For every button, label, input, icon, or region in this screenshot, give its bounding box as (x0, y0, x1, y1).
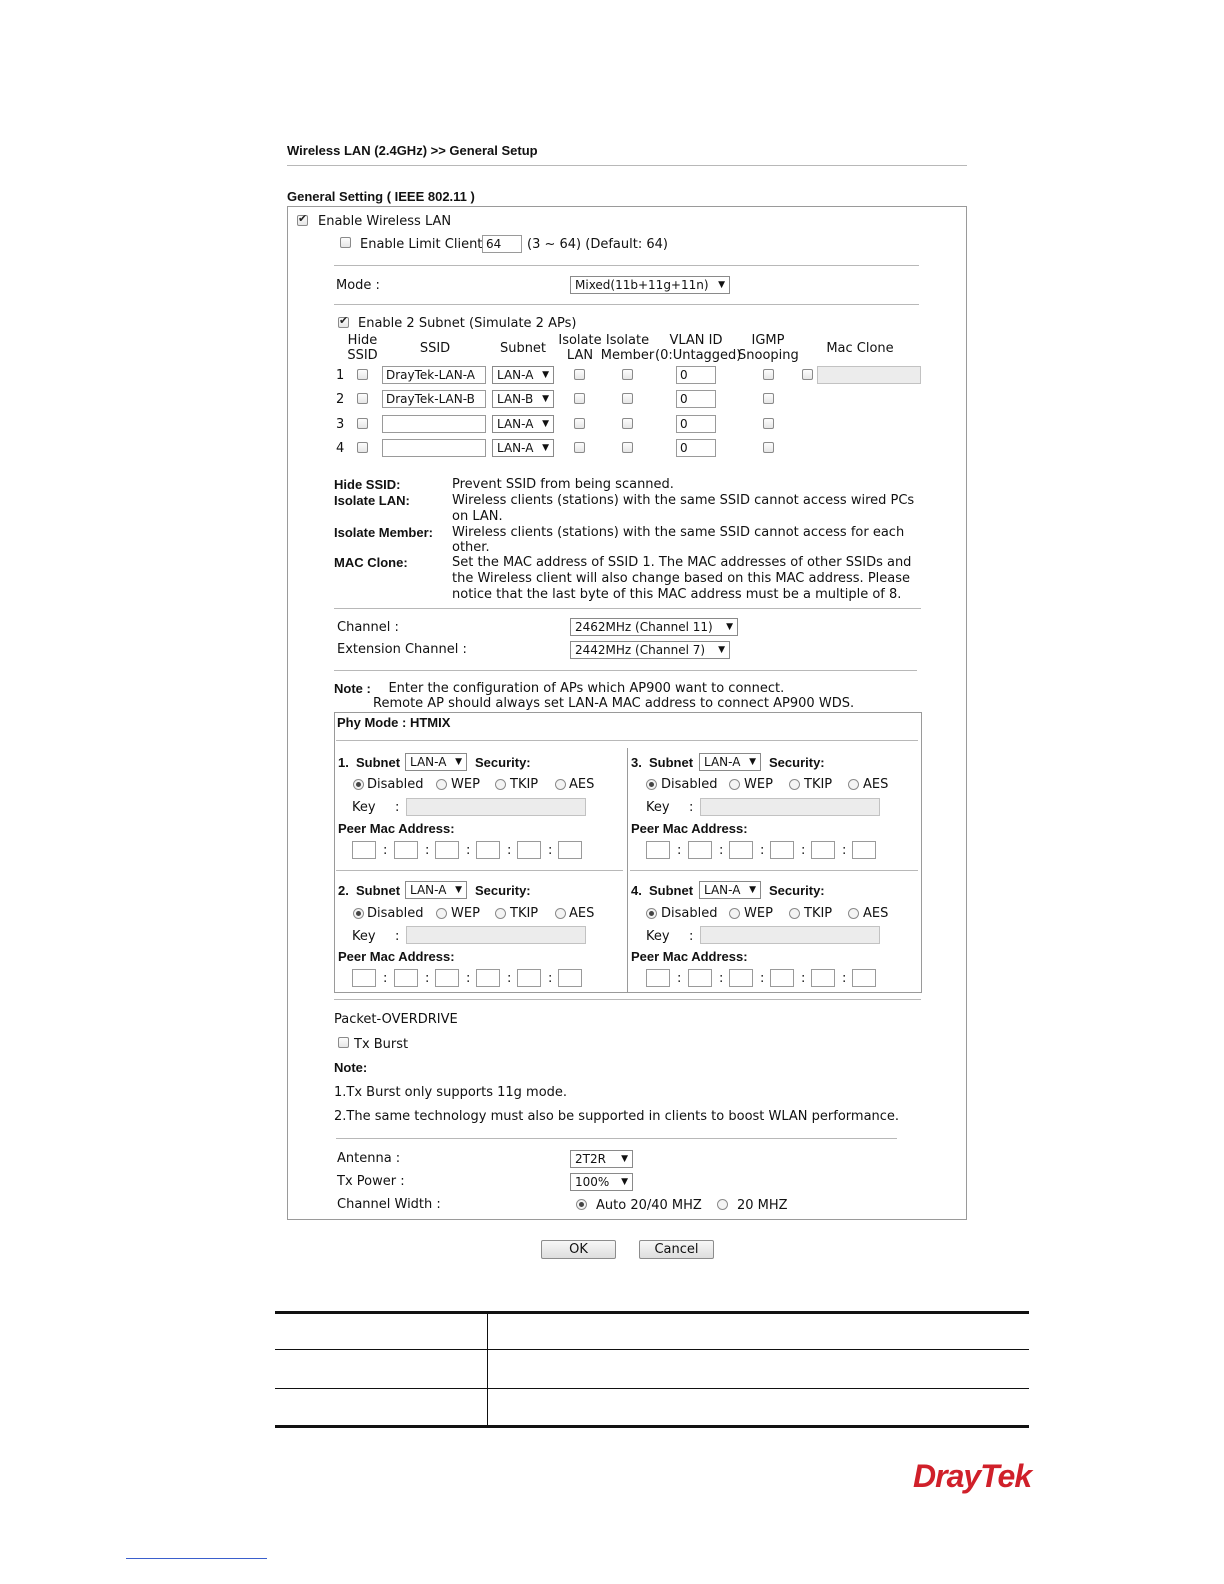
mac-separator: : (760, 843, 765, 858)
key-label: Key (352, 800, 376, 815)
security-option-label: AES (863, 777, 889, 792)
security-wep-radio[interactable] (436, 908, 447, 919)
extension-channel-select-value: 2442MHz (Channel 7) (575, 643, 706, 657)
hide-ssid-checkbox[interactable] (357, 393, 368, 404)
table-column-rule (487, 1313, 488, 1426)
ssid-input[interactable]: DrayTek-LAN-A (382, 366, 486, 384)
header-text: Isolate (605, 333, 650, 348)
peer-mac-octet-input[interactable] (517, 969, 541, 987)
mac-separator: : (425, 843, 430, 858)
desc-text: Wireless clients (stations) with the same SSID cannot access for each (452, 525, 905, 540)
channel-width-auto-radio[interactable] (576, 1199, 587, 1210)
channel-width-20mhz-radio[interactable] (717, 1199, 728, 1210)
isolate-lan-checkbox[interactable] (574, 442, 585, 453)
peer-mac-octet-input[interactable] (394, 969, 418, 987)
enable-2-subnet-label: Enable 2 Subnet (Simulate 2 APs) (358, 316, 577, 331)
key-label: Key (646, 929, 670, 944)
security-option-label: Disabled (367, 906, 424, 921)
channel-width-option-label: Auto 20/40 MHZ (596, 1198, 702, 1213)
subnet-value: LAN-A (497, 368, 534, 382)
desc-text: the Wireless client will also change based on this MAC address. Please (452, 571, 911, 586)
wds-security-label: Security: (769, 883, 825, 898)
peer-mac-octet-input[interactable] (435, 841, 459, 859)
desc-term: Hide SSID: (334, 477, 401, 492)
peer-mac-octet-input[interactable] (811, 969, 835, 987)
limit-client-hint: (3 ~ 64) (Default: 64) (527, 237, 668, 252)
draytek-logo: DrayTek (913, 1458, 1032, 1494)
peer-mac-octet-input[interactable] (770, 841, 794, 859)
header-text: Hide (347, 333, 378, 348)
channel-width-label: Channel Width : (337, 1197, 441, 1212)
desc-text: notice that the last byte of this MAC address must be a multiple of 8. (452, 587, 902, 602)
antenna-label: Antenna : (337, 1151, 401, 1166)
divider (336, 870, 623, 871)
chevron-down-icon: ▼ (749, 757, 756, 767)
tx-burst-label: Tx Burst (354, 1037, 409, 1052)
peer-mac-octet-input[interactable] (688, 841, 712, 859)
security-option-label: AES (569, 906, 595, 921)
channel-select[interactable] (570, 618, 738, 636)
ssid-input[interactable] (382, 439, 486, 457)
mac-clone-checkbox[interactable] (802, 369, 813, 380)
channel-label: Channel : (337, 620, 399, 635)
key-input[interactable] (406, 926, 586, 944)
tx-power-select[interactable] (570, 1173, 633, 1191)
desc-text: Wireless clients (stations) with the same SSID cannot access wired PCs (452, 493, 915, 508)
divider (287, 165, 967, 166)
wds-entry-number: 3. (631, 755, 642, 770)
key-input[interactable] (700, 798, 880, 816)
table-row-rule (275, 1349, 1029, 1350)
breadcrumb: Wireless LAN (2.4GHz) >> General Setup (287, 143, 538, 158)
wds-subnet-value: LAN-A (704, 883, 741, 897)
subnet-value: LAN-A (497, 441, 534, 455)
desc-text: Set the MAC address of SSID 1. The MAC addresses of other SSIDs and (452, 555, 912, 570)
divider (334, 304, 919, 305)
peer-mac-octet-input[interactable] (852, 841, 876, 859)
security-option-label: TKIP (804, 906, 833, 921)
header-subnet: Subnet (499, 341, 547, 356)
wds-subnet-select[interactable] (699, 753, 761, 771)
mode-select[interactable] (570, 276, 730, 294)
mac-separator: : (760, 971, 765, 986)
chevron-down-icon: ▼ (621, 1177, 628, 1187)
isolate-lan-checkbox[interactable] (574, 393, 585, 404)
vlan-id-input[interactable]: 0 (676, 390, 716, 408)
vlan-id-input[interactable]: 0 (676, 366, 716, 384)
mac-separator: : (842, 843, 847, 858)
peer-mac-label: Peer Mac Address: (338, 821, 455, 836)
mac-separator: : (842, 971, 847, 986)
header-text: SSID (347, 348, 378, 363)
mac-separator: : (677, 971, 682, 986)
enable-2-subnet-checkbox[interactable] (338, 317, 349, 328)
key-colon: : (395, 800, 400, 815)
peer-mac-octet-input[interactable] (352, 841, 376, 859)
wds-entry-number: 2. (338, 883, 349, 898)
isolate-member-checkbox[interactable] (622, 418, 633, 429)
hide-ssid-checkbox[interactable] (357, 442, 368, 453)
mac-separator: : (466, 971, 471, 986)
limit-client-input[interactable]: 64 (482, 235, 522, 253)
mac-separator: : (801, 971, 806, 986)
divider (336, 740, 918, 741)
chevron-down-icon: ▼ (542, 419, 549, 429)
header-text: (0:Untagged) (655, 348, 742, 363)
security-disabled-radio[interactable] (353, 779, 364, 790)
chevron-down-icon: ▼ (455, 757, 462, 767)
isolate-lan-checkbox[interactable] (574, 418, 585, 429)
subnet-value: LAN-A (497, 417, 534, 431)
desc-text: Prevent SSID from being scanned. (452, 477, 674, 492)
subnet-select[interactable] (492, 415, 554, 433)
security-option-label: AES (569, 777, 595, 792)
peer-mac-octet-input[interactable] (517, 841, 541, 859)
security-option-label: TKIP (804, 777, 833, 792)
mac-separator: : (466, 843, 471, 858)
mode-select-value: Mixed(11b+11g+11n) (575, 278, 709, 292)
key-colon: : (689, 800, 694, 815)
chevron-down-icon: ▼ (749, 885, 756, 895)
security-wep-radio[interactable] (729, 908, 740, 919)
peer-mac-octet-input[interactable] (852, 969, 876, 987)
security-wep-radio[interactable] (729, 779, 740, 790)
security-tkip-radio[interactable] (789, 779, 800, 790)
wds-subnet-value: LAN-A (704, 755, 741, 769)
ssid-input[interactable] (382, 415, 486, 433)
mac-separator: : (383, 843, 388, 858)
header-vlan-id (655, 333, 742, 363)
vertical-divider (627, 748, 628, 992)
isolate-lan-checkbox[interactable] (574, 369, 585, 380)
header-isolate-member (600, 333, 655, 363)
chevron-down-icon: ▼ (621, 1154, 628, 1164)
security-aes-radio[interactable] (555, 779, 566, 790)
table-row-rule (275, 1388, 1029, 1389)
security-aes-radio[interactable] (848, 779, 859, 790)
mode-label: Mode : (336, 278, 380, 293)
mac-separator: : (548, 971, 553, 986)
desc-term: Isolate Member: (334, 525, 433, 540)
wds-subnet-select[interactable] (405, 753, 467, 771)
peer-mac-octet-input[interactable] (352, 969, 376, 987)
hide-ssid-checkbox[interactable] (357, 369, 368, 380)
divider (334, 265, 919, 266)
header-text: IGMP (751, 333, 785, 348)
peer-mac-octet-input[interactable] (729, 969, 753, 987)
igmp-snooping-checkbox[interactable] (763, 442, 774, 453)
security-disabled-radio[interactable] (646, 779, 657, 790)
peer-mac-octet-input[interactable] (476, 969, 500, 987)
section-title: General Setting ( IEEE 802.11 ) (287, 189, 475, 204)
divider (630, 870, 918, 871)
cancel-button[interactable]: Cancel (639, 1240, 714, 1259)
header-ssid: SSID (419, 341, 451, 356)
chevron-down-icon: ▼ (542, 370, 549, 380)
antenna-select-value: 2T2R (575, 1152, 606, 1166)
mac-separator: : (677, 843, 682, 858)
key-colon: : (689, 929, 694, 944)
enable-limit-client-checkbox[interactable] (340, 237, 351, 248)
mac-separator: : (719, 971, 724, 986)
security-disabled-radio[interactable] (353, 908, 364, 919)
overdrive-note-label: Note: (334, 1060, 368, 1075)
wds-security-label: Security: (769, 755, 825, 770)
divider (334, 608, 921, 609)
tx-power-label: Tx Power : (337, 1174, 405, 1189)
security-option-label: Disabled (661, 906, 718, 921)
table-bottom-rule (275, 1425, 1029, 1428)
note-text: Enter the configuration of APs which AP900 want to connect. (388, 681, 785, 696)
wds-subnet-label: Subnet (649, 883, 694, 898)
enable-wireless-lan-label: Enable Wireless LAN (318, 214, 452, 229)
wds-subnet-value: LAN-A (410, 755, 447, 769)
security-tkip-radio[interactable] (789, 908, 800, 919)
security-option-label: AES (863, 906, 889, 921)
security-wep-radio[interactable] (436, 779, 447, 790)
divider (336, 1138, 897, 1139)
tx-burst-checkbox[interactable] (338, 1037, 349, 1048)
mac-separator: : (719, 843, 724, 858)
note-line1 (345, 681, 784, 696)
overdrive-note-2: 2.The same technology must also be supported in clients to boost WLAN performance. (334, 1109, 900, 1124)
wds-subnet-label: Subnet (649, 755, 694, 770)
desc-term: MAC Clone: (334, 555, 408, 570)
extension-channel-label: Extension Channel : (337, 642, 467, 657)
subnet-select[interactable] (492, 366, 554, 384)
security-tkip-radio[interactable] (495, 908, 506, 919)
key-label: Key (352, 929, 376, 944)
wds-security-label: Security: (475, 883, 531, 898)
antenna-select[interactable] (570, 1150, 633, 1168)
header-igmp-snooping (738, 333, 798, 363)
row-number: 2 (336, 392, 345, 407)
header-text: VLAN ID (669, 333, 723, 348)
subnet-select[interactable] (492, 439, 554, 457)
igmp-snooping-checkbox[interactable] (763, 418, 774, 429)
chevron-down-icon: ▼ (726, 622, 733, 632)
isolate-member-checkbox[interactable] (622, 393, 633, 404)
key-label: Key (646, 800, 670, 815)
chevron-down-icon: ▼ (455, 885, 462, 895)
hide-ssid-checkbox[interactable] (357, 418, 368, 429)
wds-subnet-label: Subnet (356, 883, 401, 898)
header-hide-ssid (340, 333, 385, 363)
subnet-value: LAN-B (497, 392, 534, 406)
packet-overdrive-title: Packet-OVERDRIVE (334, 1012, 458, 1027)
security-option-label: Disabled (661, 777, 718, 792)
ok-button[interactable]: OK (541, 1240, 616, 1259)
chevron-down-icon: ▼ (718, 645, 725, 655)
divider (334, 999, 921, 1000)
peer-mac-octet-input[interactable] (394, 841, 418, 859)
peer-mac-octet-input[interactable] (688, 969, 712, 987)
header-text: Member (600, 348, 655, 363)
peer-mac-octet-input[interactable] (646, 969, 670, 987)
desc-term: Isolate LAN: (334, 493, 410, 508)
wds-subnet-select[interactable] (405, 881, 467, 899)
wds-subnet-label: Subnet (356, 755, 401, 770)
peer-mac-octet-input[interactable] (558, 969, 582, 987)
note-label: Note : (334, 681, 371, 696)
security-option-label: WEP (744, 777, 773, 792)
peer-mac-octet-input[interactable] (811, 841, 835, 859)
phy-mode: Phy Mode : HTMIX (337, 715, 451, 730)
row-number: 3 (336, 417, 345, 432)
mac-clone-input[interactable] (817, 366, 921, 384)
overdrive-note-1: 1.Tx Burst only supports 11g mode. (334, 1085, 568, 1100)
security-option-label: TKIP (510, 906, 539, 921)
mac-separator: : (801, 843, 806, 858)
wds-entry-number: 1. (338, 755, 349, 770)
header-mac-clone: Mac Clone (826, 341, 894, 356)
wds-subnet-value: LAN-A (410, 883, 447, 897)
chevron-down-icon: ▼ (542, 394, 549, 404)
peer-mac-octet-input[interactable] (435, 969, 459, 987)
wds-security-label: Security: (475, 755, 531, 770)
security-option-label: Disabled (367, 777, 424, 792)
divider (334, 670, 917, 671)
enable-wireless-lan-checkbox[interactable] (297, 215, 308, 226)
desc-text: on LAN. (452, 509, 503, 524)
extension-channel-select[interactable] (570, 641, 730, 659)
enable-limit-client-label: Enable Limit Client (360, 237, 483, 252)
header-text: Snooping (738, 348, 799, 363)
subnet-select[interactable] (492, 390, 554, 408)
igmp-snooping-checkbox[interactable] (763, 369, 774, 380)
channel-select-value: 2462MHz (Channel 11) (575, 620, 713, 634)
peer-mac-octet-input[interactable] (770, 969, 794, 987)
key-input[interactable] (700, 926, 880, 944)
chevron-down-icon: ▼ (542, 443, 549, 453)
security-aes-radio[interactable] (555, 908, 566, 919)
security-tkip-radio[interactable] (495, 779, 506, 790)
security-option-label: WEP (451, 777, 480, 792)
desc-text: other. (452, 540, 490, 555)
peer-mac-label: Peer Mac Address: (631, 821, 748, 836)
vlan-id-input[interactable]: 0 (676, 415, 716, 433)
peer-mac-octet-input[interactable] (729, 841, 753, 859)
igmp-snooping-checkbox[interactable] (763, 393, 774, 404)
isolate-member-checkbox[interactable] (622, 442, 633, 453)
ssid-input[interactable]: DrayTek-LAN-B (382, 390, 486, 408)
table-top-rule (275, 1311, 1029, 1314)
peer-mac-octet-input[interactable] (558, 841, 582, 859)
key-colon: : (395, 929, 400, 944)
mac-separator: : (425, 971, 430, 986)
security-disabled-radio[interactable] (646, 908, 657, 919)
mac-separator: : (383, 971, 388, 986)
mac-separator: : (548, 843, 553, 858)
row-number: 4 (336, 441, 345, 456)
security-option-label: WEP (451, 906, 480, 921)
wds-subnet-select[interactable] (699, 881, 761, 899)
row-number: 1 (336, 368, 345, 383)
header-text: LAN (566, 348, 594, 363)
header-isolate-lan (555, 333, 605, 363)
peer-mac-label: Peer Mac Address: (631, 949, 748, 964)
security-option-label: WEP (744, 906, 773, 921)
peer-mac-octet-input[interactable] (476, 841, 500, 859)
security-option-label: TKIP (510, 777, 539, 792)
key-input[interactable] (406, 798, 586, 816)
footer-link-underline (126, 1558, 267, 1559)
channel-width-option-label: 20 MHZ (737, 1198, 788, 1213)
isolate-member-checkbox[interactable] (622, 369, 633, 380)
mac-separator: : (507, 971, 512, 986)
peer-mac-label: Peer Mac Address: (338, 949, 455, 964)
header-text: Isolate (558, 333, 602, 348)
tx-power-select-value: 100% (575, 1175, 610, 1189)
chevron-down-icon: ▼ (718, 280, 725, 290)
peer-mac-octet-input[interactable] (646, 841, 670, 859)
wds-entry-number: 4. (631, 883, 642, 898)
vlan-id-input[interactable]: 0 (676, 439, 716, 457)
note-line2: Remote AP should always set LAN-A MAC address to connect AP900 WDS. (373, 696, 855, 711)
security-aes-radio[interactable] (848, 908, 859, 919)
mac-separator: : (507, 843, 512, 858)
